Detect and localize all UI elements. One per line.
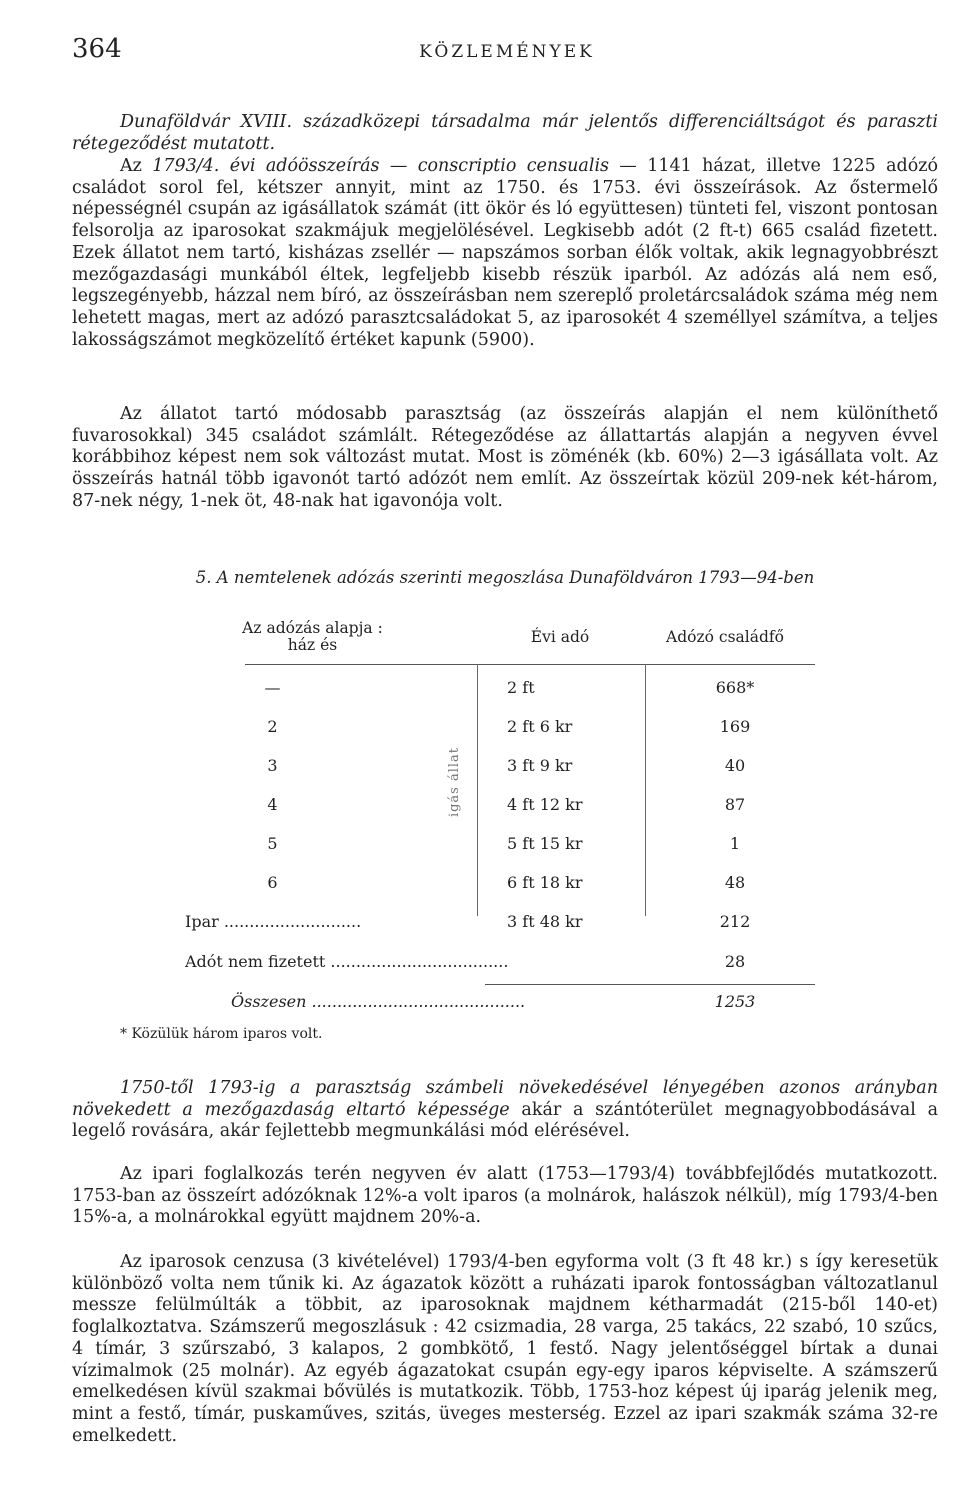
tax-table bbox=[185, 612, 784, 1032]
paragraph-1 bbox=[72, 112, 938, 155]
paragraph-3: Az állatot tartó módosabb parasztság (az összeírás alapján el nem különíthető fuvarosokkal) 345 családot számlált. Rétegeződése az állattartás alapján a negyven évvel korábbihoz képest nem sok változást mutat. Most is zöménék (kb. 60%) 2—3 igásállata volt. Az összeírás hatnál több igavonót tartó adózót nem említ. Az összeírtak közül 209-nek két-három, 87-nek négy, 1-nek öt, 48-nak hat igavonója volt. bbox=[72, 404, 938, 511]
row-6-tax: 6 ft 18 kr bbox=[507, 873, 583, 892]
row-4-families: 87 bbox=[724, 795, 746, 814]
row-1-tax: 2 ft bbox=[507, 678, 535, 697]
header-tax: Évi adó bbox=[530, 628, 590, 646]
row-1-basis: — bbox=[264, 678, 281, 697]
header-basis bbox=[225, 620, 400, 654]
row-nopay-families: 28 bbox=[724, 952, 746, 971]
page-header bbox=[72, 34, 942, 74]
row-6-families: 48 bbox=[724, 873, 746, 892]
column-divider-tax bbox=[477, 664, 478, 916]
page-number: 364 bbox=[72, 34, 122, 64]
row-2-families: 169 bbox=[719, 717, 751, 736]
row-5-tax: 5 ft 15 kr bbox=[507, 834, 583, 853]
table-footnote: * Közülük három iparos volt. bbox=[120, 1026, 323, 1042]
row-nopay-label: Adót nem fizetett ................................... bbox=[185, 952, 509, 971]
paragraph-4 bbox=[72, 1078, 938, 1143]
row-6-basis: 6 bbox=[267, 873, 278, 892]
row-3-tax: 3 ft 9 kr bbox=[507, 756, 573, 775]
header-basis-line1: Az adózás alapja : bbox=[242, 619, 383, 637]
paragraph-5: Az ipari foglalkozás terén negyven év alatt (1753—1793/4) továbbfejlődés mutatkozott. 1753-ban az összeírt adózóknak 12%-a volt iparos (a molnárok, halászok nélkül), míg 1793/4-ben 15%-a, a molnárokkal együtt majdnem 20%-a. bbox=[72, 1164, 938, 1228]
header-basis-line2: ház és bbox=[287, 636, 338, 654]
paragraph-6: Az iparosok cenzusa (3 kivételével) 1793/4-ben egyforma volt (3 ft 48 kr.) s így keresetük különböző volta nem tűnik ki. Az ágazatok között a ruházati iparok fontosságban változatlanul messze felülmúlták a többit, az iparosoknak majdnem kétharmadát (215-ből 140-et) foglalkoztatva. Számszerű megoszlásuk : 42 csizmadia, 28 varga, 25 takács, 22 szabó, 10 szűcs, 4 tímár, 3 szűrszabó, 3 kalapos, 2 gombkötő, 1 festő. Nagy jelentőséggel bírtak a dunai vízimalmok (25 molnár). Az egyéb ágazatokat csupán egy-egy iparos képviselte. A számszerű emelkedésen kívül szakmai bővülés is mutatkozik. Több, 1753-hoz képest új iparág jelenik meg, mint a festő, tímár, puskaműves, szitás, üveges mesterség. Ezzel az ipari szakmák száma 32-re emelkedett. bbox=[72, 1252, 938, 1446]
row-ipar-label: Ipar ........................... bbox=[185, 912, 362, 931]
row-3-basis: 3 bbox=[267, 756, 278, 775]
row-total-label: Összesen .......................................... bbox=[231, 992, 526, 1011]
row-total-families: 1253 bbox=[714, 992, 756, 1011]
row-nopay-label-text: Adót nem fizetett bbox=[185, 952, 326, 971]
vertical-label: igás állat bbox=[447, 746, 462, 818]
paragraph-2-rest: — 1141 házat, illetve 1225 adózó családot sorol fel, kétszer annyit, mint az 1750. és 1753. évi összeírások. Az őstermelő népességnél csupán az igásállatok számát (itt ökör és ló együttesen) tünteti fel, viszont pontosan felsorolja az iparosokat szakmájuk megjelölésével. Legkisebb adót (2 ft-t) 665 család fizetett. Ezek állatot nem tartó, kisházas zsellér — napszámos sorban élők voltak, akik legnagyobbrészt mezőgazdasági munkából éltek, legfeljebb kisebb részük iparból. Az adózás alá nem eső, legszegényebb, házzal nem bíró, az összeírásban nem szereplő proletárcsaládok száma még nem lehetett magas, mert az adózó parasztcsaládokat 5, az iparosokét 4 személlyel számítva, a teljes lakosságszámot megközelítő értéket kapunk (5900). bbox=[72, 156, 938, 350]
paragraph-2-italic: 1793/4. évi adóösszeírás — conscriptio censualis bbox=[152, 156, 610, 176]
paragraph-2 bbox=[72, 156, 938, 351]
paragraph-4-rest: akár a szántóterület megnagyobbodásával a legelő rovására, akár fejlettebb megmunkálási mód elérésével. bbox=[72, 1099, 939, 1142]
row-ipar-tax: 3 ft 48 kr bbox=[507, 912, 583, 931]
row-2-basis: 2 bbox=[267, 717, 278, 736]
row-4-tax: 4 ft 12 kr bbox=[507, 795, 583, 814]
row-2-tax: 2 ft 6 kr bbox=[507, 717, 573, 736]
paragraph-2-lead: Az bbox=[120, 156, 153, 176]
row-ipar-families: 212 bbox=[719, 912, 751, 931]
paragraph-1-italic: Dunaföldvár XVIII. századközepi társadalma már jelentős differenciáltságot és paraszti rétegeződést mutatott. bbox=[72, 112, 938, 154]
row-5-basis: 5 bbox=[267, 834, 278, 853]
row-1-families: 668* bbox=[715, 678, 755, 697]
header-rule bbox=[245, 664, 815, 665]
running-title: KÖZLEMÉNYEK bbox=[419, 42, 595, 62]
paragraph-4-italic: 1750-től 1793-ig a parasztság számbeli növekedésével lényegében azonos arányban növekedett a mezőgazdaság eltartó képessége bbox=[72, 1078, 938, 1120]
row-total-label-text: Összesen bbox=[231, 992, 307, 1011]
table-caption: 5. A nemtelenek adózás szerinti megoszlása Dunaföldváron 1793—94-ben bbox=[195, 568, 815, 587]
header-families: Adózó családfő bbox=[666, 628, 784, 646]
row-3-families: 40 bbox=[724, 756, 746, 775]
row-5-families: 1 bbox=[729, 834, 741, 853]
total-rule bbox=[485, 984, 815, 985]
row-4-basis: 4 bbox=[267, 795, 278, 814]
row-ipar-label-text: Ipar bbox=[185, 912, 219, 931]
